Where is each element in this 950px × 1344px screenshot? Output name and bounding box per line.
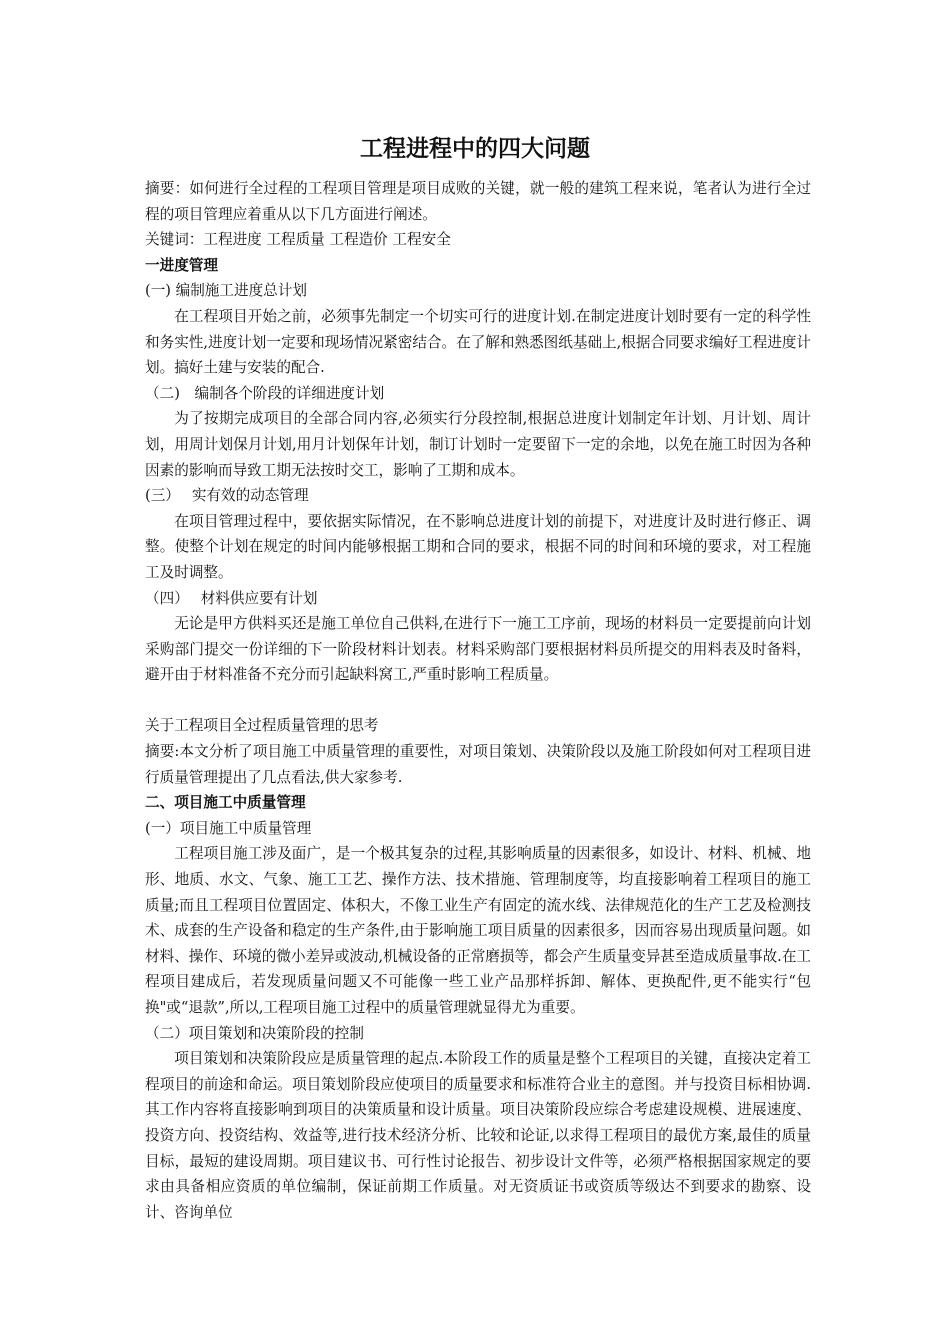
section-1-sub-1-body: 在工程项目开始之前，必须事先制定一个切实可行的进度计划.在制定进度计划时要有一定的科学性和务实性,进度计划一定要和现场情况紧密结合。在了解和熟悉图纸基础上,根据合同要求编好工程进度计划。搞好土建与安装的配合.: [145, 307, 812, 377]
keywords-line: 关键词：工程进度 工程质量 工程造价 工程安全: [145, 231, 451, 249]
section-2-sub-2-title: （二）项目策划和决策阶段的控制: [145, 1024, 364, 1042]
document-title: 工程进程中的四大问题: [360, 136, 590, 162]
section-1-sub-4-title: （四） 材料供应要有计划: [145, 589, 318, 607]
section-1-heading: 一进度管理: [145, 256, 218, 274]
section-1-sub-2-title: （二) 编制各个阶段的详细进度计划: [145, 384, 385, 402]
paragraph-spacer: [145, 688, 811, 714]
abstract-paragraph: 摘要：如何进行全过程的工程项目管理是项目成败的关键，就一般的建筑工程来说，笔者认为进行全过程的项目管理应着重从以下几方面进行阐述。: [145, 180, 811, 223]
section-1-sub-4-body: 无论是甲方供料买还是施工单位自己供料,在进行下一施工工序前，现场的材料员一定要提前向计划采购部门提交一份详细的下一阶段材料计划表。材料采购部门要根据材料员所提交的用料表及时备料，避开由于材料准备不充分而引起缺料窝工,严重时影响工程质量。: [145, 615, 811, 684]
article-2-abstract: 摘要:本文分析了项目施工中质量管理的重要性，对项目策划、决策阶段以及施工阶段如何对工程项目进行质量管理提出了几点看法,供大家参考.: [145, 743, 811, 786]
section-1-sub-1-title: (一) 编制施工进度总计划: [145, 282, 307, 300]
document-body: [145, 176, 811, 1225]
section-2-sub-2-body: 项目策划和决策阶段应是质量管理的起点.本阶段工作的质量是整个工程项目的关键，直接决定着工程项目的前途和命运。项目策划阶段应使项目的质量要求和标准符合业主的意图。并与投资目标相协调.其工作内容将直接影响到项目的决策质量和设计质量。项目决策阶段应综合考虑建设规模、进展速度、投资方向、投资结构、效益等,进行技术经济分析、比较和论证,以求得工程项目的最优方案,最佳的质量目标，最短的建设周期。项目建议书、可行性讨论报告、初步设计文件等，必须严格根据国家规定的要求由具备相应资质的单位编制，保证前期工作质量。对无资质证书或资质等级达不到要求的勘察、设计、咨询单位: [145, 1050, 811, 1221]
section-1-sub-3-body: 在项目管理过程中，要依据实际情况，在不影响总进度计划的前提下，对进度计及时进行修正、调整。使整个计划在规定的时间内能够根据工期和合同的要求，根据不同的时间和环境的要求，对工程施工及时调整。: [145, 512, 811, 581]
section-1-sub-2-body: 为了按期完成项目的全部合同内容,必须实行分段控制,根据总进度计划制定年计划、月计划、周计划，用周计划保月计划,用月计划保年计划，制订计划时一定要留下一定的余地，以免在施工时因为各种因素的影响而导致工期无法按时交工，影响了工期和成本。: [145, 410, 811, 479]
article-2-title: 关于工程项目全过程质量管理的思考: [145, 717, 379, 735]
section-1-sub-3-title: (三） 实有效的动态管理: [145, 487, 309, 505]
section-2-heading: 二、项目施工中质量管理: [145, 794, 306, 812]
section-2-sub-1-body: 工程项目施工涉及面广，是一个极其复杂的过程,其影响质量的因素很多，如设计、材料、机械、地形、地质、水文、气象、施工工艺、操作方法、技术措施、管理制度等，均直接影响着工程项目的施工质量;而且工程项目位置固定、体积大，不像工业生产有固定的流水线、法律规范化的生产工艺及检测技术、成套的生产设备和稳定的生产条件,由于影响施工项目质量的因素很多，因而容易出现质量问题。如材料、操作、环境的微小差异或波动,机械设备的正常磨损等，都会产生质量变异甚至造成质量事故.在工程项目建成后，若发现质量问题又不可能像一些工业产品那样拆卸、解体、更换配件,更不能实行“包换"或“退款”,所以,工程项目施工过程中的质量管理就显得尤为重要。: [145, 845, 812, 1016]
section-2-sub-1-title: (一）项目施工中质量管理: [145, 819, 312, 837]
